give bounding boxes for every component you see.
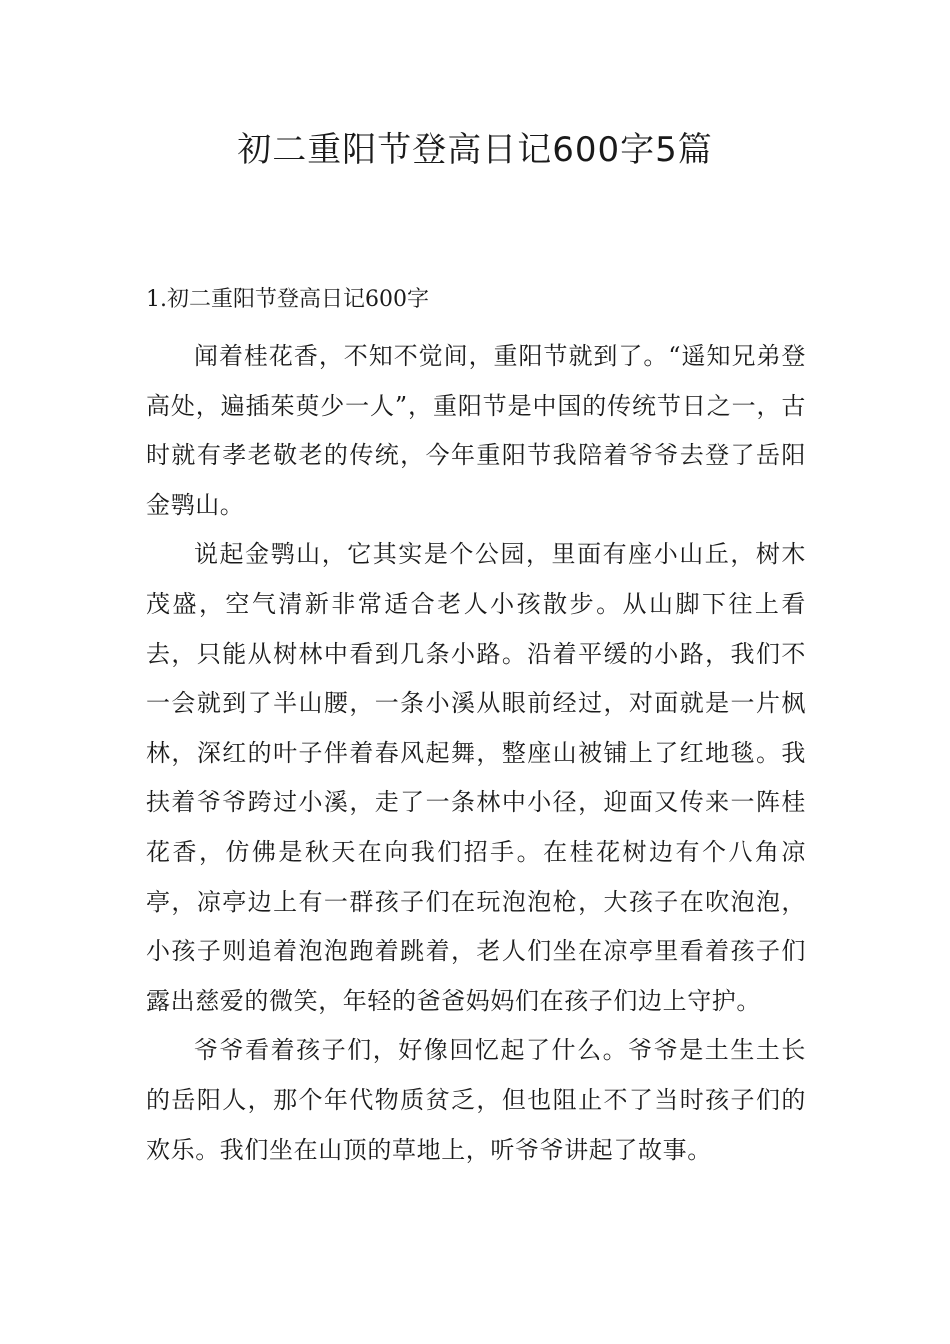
article-body <box>146 332 806 1175</box>
document-title: 初二重阳节登高日记600字5篇 <box>237 130 713 170</box>
paragraph-2: 说起金鹗山，它其实是个公园，里面有座小山丘，树木茂盛，空气清新非常适合老人小孩散步。从山脚下往上看去，只能从树林中看到几条小路。沿着平缓的小路，我们不一会就到了半山腰，一条小溪从眼前经过，对面就是一片枫林，深红的叶子伴着春风起舞，整座山被铺上了红地毯。我扶着爷爷跨过小溪，走了一条林中小径，迎面又传来一阵桂花香，仿佛是秋天在向我们招手。在桂花树边有个八角凉亭，凉亭边上有一群孩子们在玩泡泡枪，大孩子在吹泡泡，小孩子则追着泡泡跑着跳着，老人们坐在凉亭里看着孩子们露出慈爱的微笑，年轻的爸爸妈妈们在孩子们边上守护。 <box>146 540 806 1015</box>
section-heading: 1.初二重阳节登高日记600字 <box>146 287 429 312</box>
paragraph-3: 爷爷看着孩子们，好像回忆起了什么。爷爷是土生土长的岳阳人，那个年代物质贫乏，但也阻止不了当时孩子们的欢乐。我们坐在山顶的草地上，听爷爷讲起了故事。 <box>146 1036 806 1164</box>
paragraph-1: 闻着桂花香，不知不觉间，重阳节就到了。“遥知兄弟登高处，遍插茱萸少一人”，重阳节是中国的传统节日之一，古时就有孝老敬老的传统，今年重阳节我陪着爷爷去登了岳阳金鹗山。 <box>146 342 806 519</box>
